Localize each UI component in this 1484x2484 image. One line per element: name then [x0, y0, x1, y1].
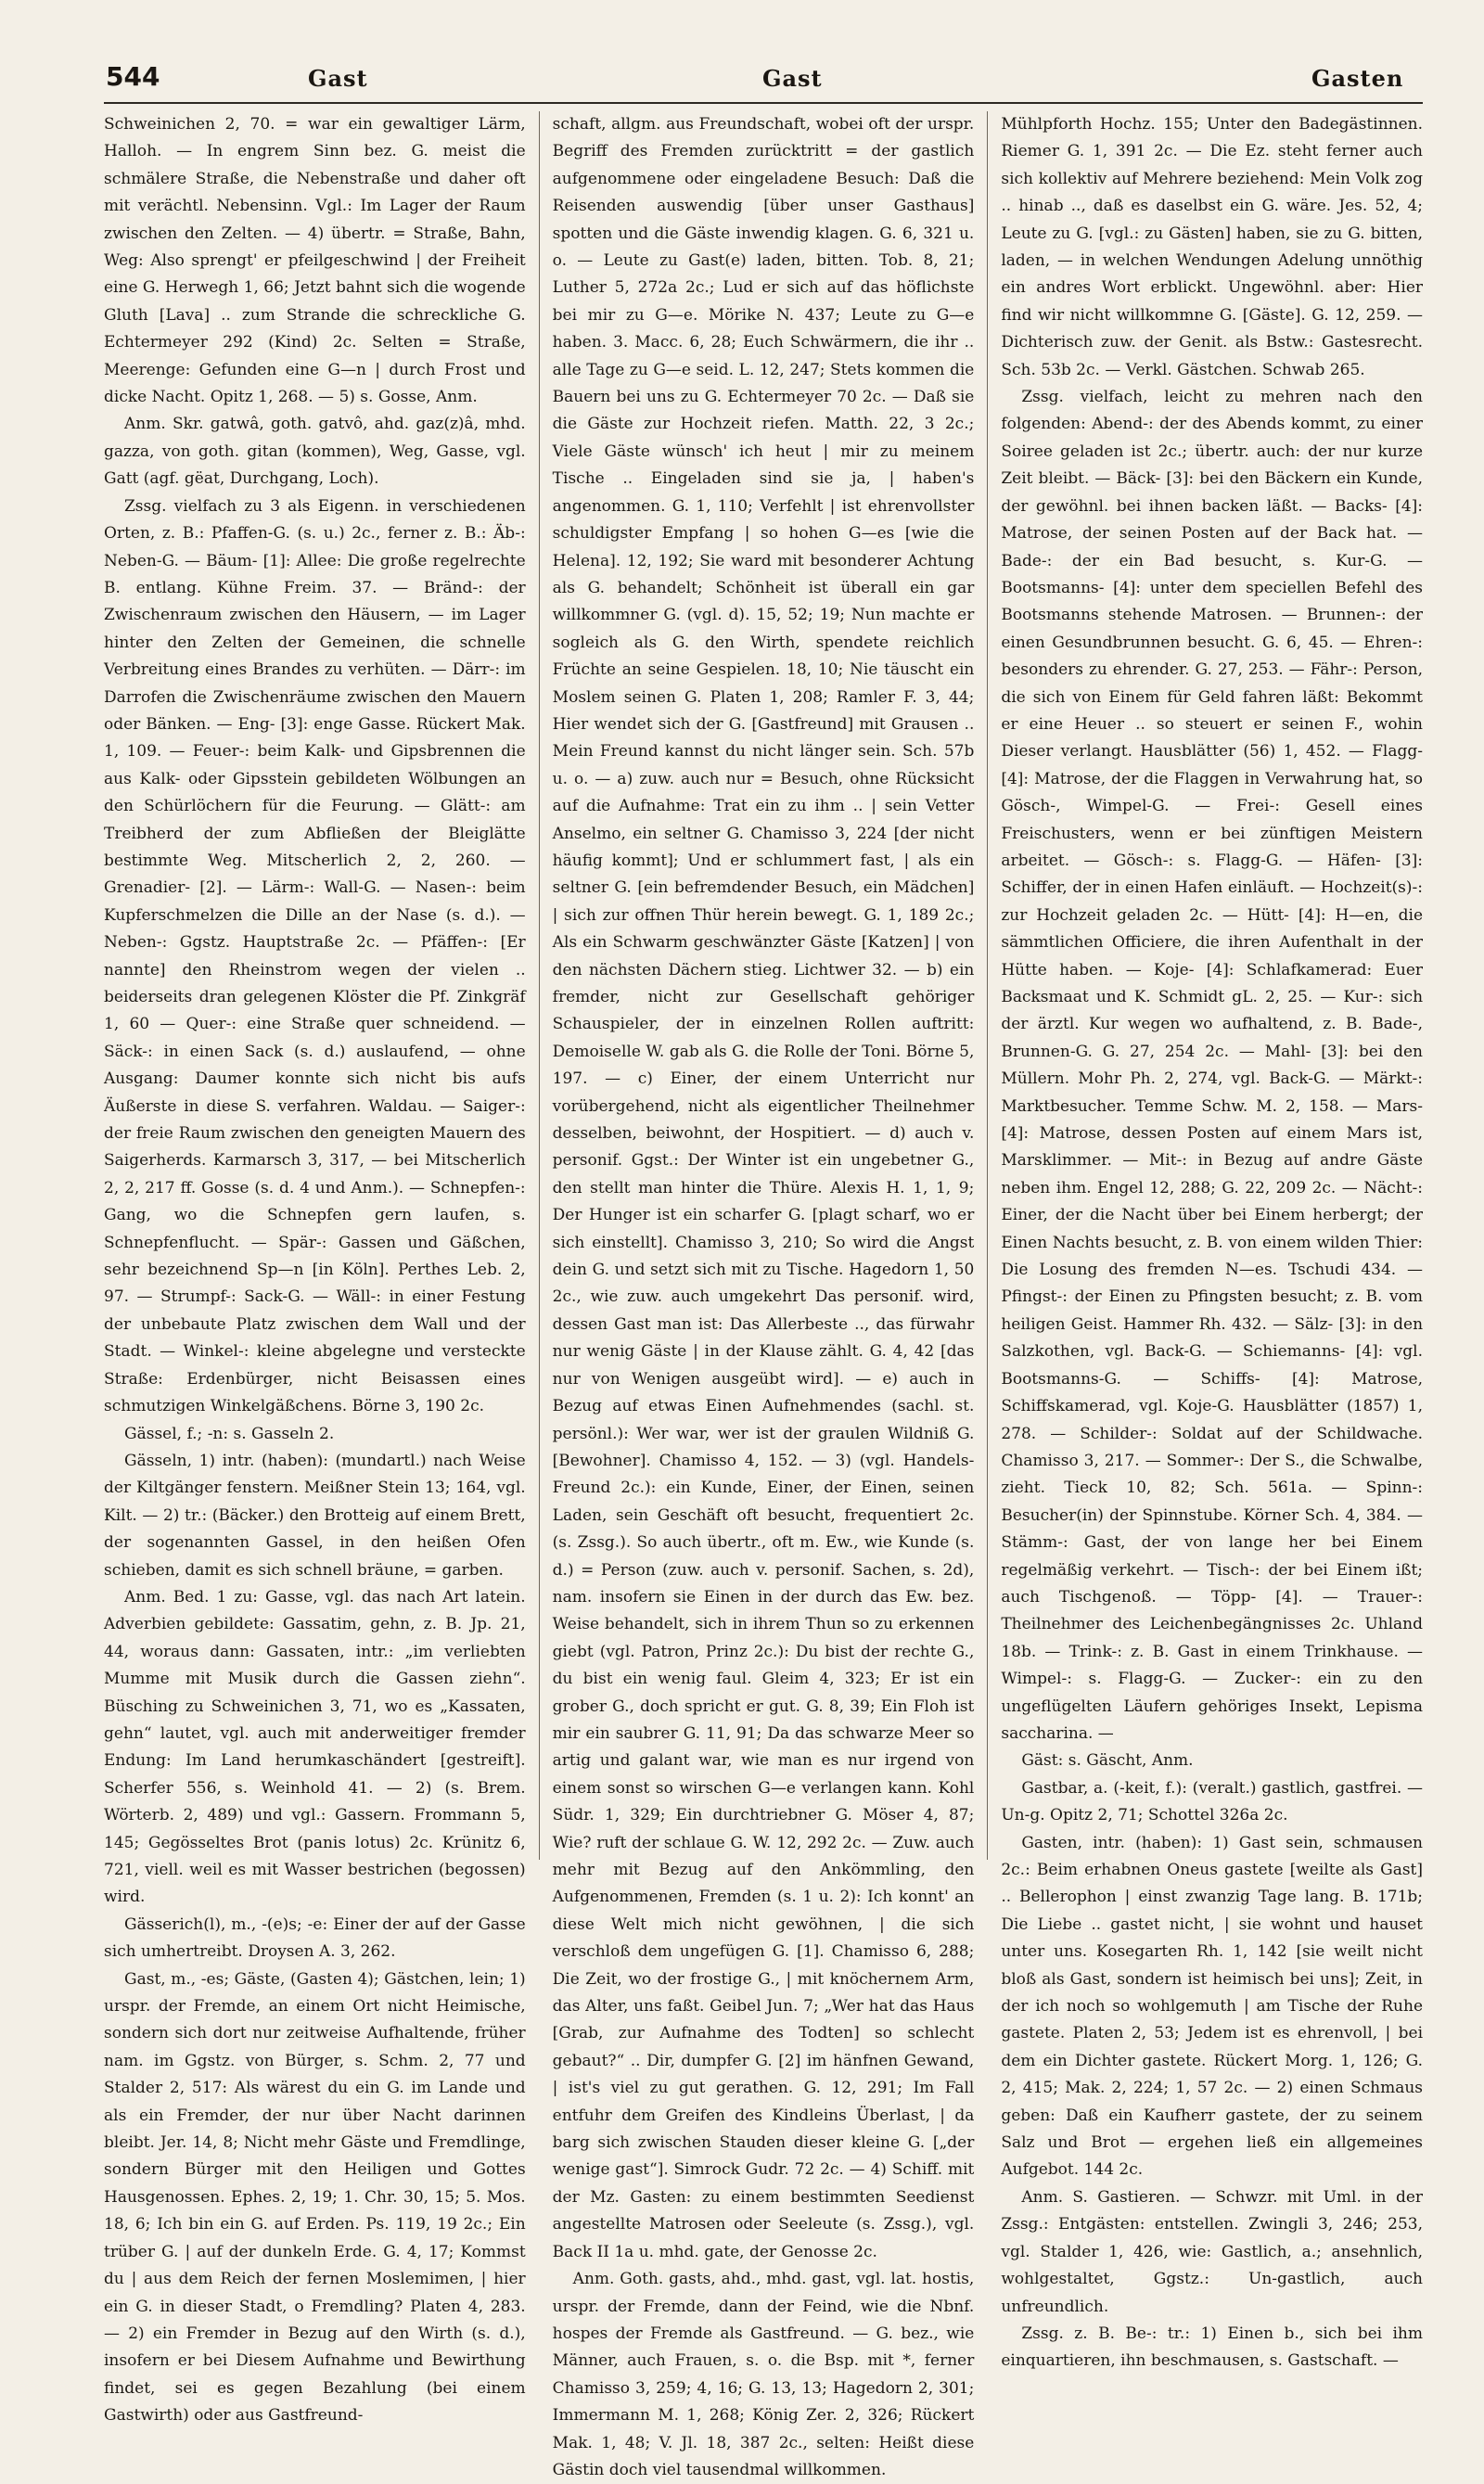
- headword-left: Gast: [308, 65, 368, 92]
- entry-paragraph: Gastbar, a. (-keit, f.): (veralt.) gastlich, gastfrei. — Un-g. Opitz 2, 71; Schottel 326a 2c.: [1001, 1778, 1424, 1825]
- entry-paragraph: Gässel, f.; -n: s. Gasseln 2.: [124, 1424, 335, 1443]
- entry-paragraph: Gäst: s. Gäscht, Anm.: [1021, 1751, 1194, 1771]
- entry-paragraph: Zssg. z. B. Be-: tr.: 1) Einen b., sich bei ihm einquartieren, ihn beschmausen, s. Gastschaft. —: [1001, 2324, 1424, 2371]
- headword-right: Gasten: [1311, 65, 1404, 92]
- entry-paragraph: Zssg. vielfach, leicht zu mehren nach den folgenden: Abend-: der des Abends kommt, zu einer Soiree geladen ist 2c.; übertr. auch: der nur kurze Zeit bleibt. — Bäck- [3]: bei den Bäckern ein Kunde, der gewöhnl. bei ihnen backen läßt. — Backs- [4]: Matrose, der seinen Posten auf der Back hat. — Bade-: der ein Bad besucht, s. Kur-G. — Bootsmanns- [4]: unter dem speciellen Befehl des Bootsmanns stehende Matrosen. — Brunnen-: der einen Gesundbrunnen besucht. G. 6, 45. — Ehren-: besonders zu ehrender. G. 27, 253. — Fähr-: Person, die sich von Einem für Geld fahren läßt: Bekommt er eine Heuer .. so steuert er seinen F., wohin Dieser verlangt. Hausblätter (56) 1, 452. — Flagg- [4]: Matrose, der die Flaggen in Verwahrung hat, so Gösch-, Wimpel-G. — Frei-: Gesell eines Freischusters, wenn er bei zünftigen Meistern arbeitet. — Gösch-: s. Flagg-G. — Häfen- [3]: Schiffer, der in einen Hafen einläuft. — Hochzeit(s)-: zur Hochzeit geladen 2c. — Hütt- [4]: H—en, die sämmtlichen Officiere, die ihren Aufenthalt in der Hütte haben. — Koje- [4]: Schlafkamerad: Euer Backsmaat und K. Schmidt gL. 2, 25. — Kur-: sich der ärztl. Kur wegen wo aufhaltend, z. B. Bade-, Brunnen-G. G. 27, 254 2c. — Mahl- [3]: bei den Müllern. Mohr Ph. 2, 274, vgl. Back-G. — Märkt-: Marktbesucher. Temme Schw. M. 2, 158. — Mars- [4]: Matrose, dessen Posten auf einem Mars ist, Marsklimmer. — Mit-: in Bezug auf andre Gäste neben ihm. Engel 12, 288; G. 22, 209 2c. — Nächt-: Einer, der die Nacht über bei Einem herbergt; der Einen Nachts besucht, z. B. von einem wilden Thier: Die Losung des fremden N—es. Tschudi 434. — Pfingst-: der Einen zu Pfingsten besucht; z. B. vom heiligen Geist. Hammer Rh. 432. — Sälz- [3]: in den Salzkothen, vgl. Back-G. — Schiemanns- [4]: vgl. Bootsmanns-G. — Schiffs- [4]: Matrose, Schiffskamerad, vgl. Koje-G. Hausblätter (1857) 1, 278. — Schilder-: Soldat auf der Schildwache. Chamisso 3, 217. — Sommer-: Der S., die Schwalbe, zieht. Tieck 10, 82; Sch. 561a. — Spinn-: Besucher(in) der Spinnstube. Körner Sch. 4, 384. — Stämm-: Gast, der von lange her bei Einem regelmäßig verkehrt. — Tisch-: der bei Einem ißt; auch Tischgenoß. — Töpp- [4]. — Trauer-: Theilnehmer des Leichenbegängnisses 2c. Uhland 18b. — Trink-: z. B. Gast in einem Trinkhause. — Wimpel-: s. Flagg-G. — Zucker-: ein zu den ungeflügelten Läufern gehöriges Insekt, Lepisma saccharina. —: [1001, 388, 1424, 1743]
- running-head: [104, 58, 1423, 104]
- page-number: 544: [106, 61, 160, 92]
- entry-paragraph: Schweinichen 2, 70. = war ein gewaltiger Lärm, Halloh. — In engrem Sinn bez. G. meist die schmälere Straße, die Nebenstraße und daher oft mit verächtl. Nebensinn. Vgl.: Im Lager der Raum zwischen den Zelten. — 4) übertr. = Straße, Bahn, Weg: Also sprengt' er pfeilgeschwind | der Freiheit eine G. Herwegh 1, 66; Jetzt bahnt sich die wogende Gluth [Lava] .. zum Strande die schreckliche G. Echtermeyer 292 (Kind) 2c. Selten = Straße, Meerenge: Gefunden eine G—n | durch Frost und dicke Nacht. Opitz 1, 268. — 5) s. Gosse, Anm.: [104, 115, 526, 407]
- entry-paragraph: Zssg. vielfach zu 3 als Eigenn. in verschiedenen Orten, z. B.: Pfaffen-G. (s. u.) 2c., ferner z. B.: Äb-: Neben-G. — Bäum- [1]: Allee: Die große regelrechte B. entlang. Kühne Freim. 37. — Bränd-: der Zwischenraum zwischen den Häusern, — im Lager hinter den Zelten der Gemeinen, die schnelle Verbreitung eines Brandes zu verhüten. — Därr-: im Darrofen die Zwischenräume zwischen den Mauern oder Bänken. — Eng- [3]: enge Gasse. Rückert Mak. 1, 109. — Feuer-: beim Kalk- und Gipsbrennen die aus Kalk- oder Gipsstein gebildeten Wölbungen an den Schürlöchern für die Feurung. — Glätt-: am Treibherd der zum Abfließen der Bleiglätte bestimmte Weg. Mitscherlich 2, 2, 260. — Grenadier- [2]. — Lärm-: Wall-G. — Nasen-: beim Kupferschmelzen die Dille an der Nase (s. d.). — Neben-: Ggstz. Hauptstraße 2c. — Pfäffen-: [Er nannte] den Rheinstrom wegen der vielen .. beiderseits dran gelegenen Klöster die Pf. Zinkgräf 1, 60 — Quer-: eine Straße quer schneidend. — Säck-: in einen Sack (s. d.) auslaufend, — ohne Ausgang: Daumer konnte sich nicht bis aufs Äußerste in diese S. verfahren. Waldau. — Saiger-: der freie Raum zwischen den geneigten Mauern des Saigerherds. Karmarsch 3, 317, — bei Mitscherlich 2, 2, 217 ff. Gosse (s. d. 4 und Anm.). — Schnepfen-: Gang, wo die Schnepfen gern laufen, s. Schnepfenflucht. — Spär-: Gassen und Gäßchen, sehr bezeichnend Sp—n [in Köln]. Perthes Leb. 2, 97. — Strumpf-: Sack-G. — Wäll-: in einer Festung der unbebaute Platz zwischen dem Wall und der Stadt. — Winkel-: kleine abgelegne und versteckte Straße: Erdenbürger, nicht Beisassen eines schmutzigen Winkelgäßchens. Börne 3, 190 2c.: [104, 496, 526, 1416]
- entry-paragraph: Gässerich(l), m., -(e)s; -e: Einer der auf der Gasse sich umhertreibt. Droysen A. 3, 262.: [104, 1914, 526, 1962]
- entry-paragraph: Gässeln, 1) intr. (haben): (mundartl.) nach Weise der Kiltgänger fenstern. Meißner Stein 13; 164, vgl. Kilt. — 2) tr.: (Bäcker.) den Brotteig auf einem Brett, der sogenannten Gassel, in den heißen Ofen schieben, damit es sich schnell bräune, = garben.: [104, 1451, 526, 1580]
- entry-paragraph: Gast, m., -es; Gäste, (Gasten 4); Gästchen, lein; 1) urspr. der Fremde, an einem Ort nicht Heimische, sondern sich dort nur zeitweise Aufhaltende, früher nam. im Ggstz. von Bürger, s. Schm. 2, 77 und Stalder 2, 517: Als wärest du ein G. im Lande und als ein Fremder, der nur über Nacht darinnen bleibt. Jer. 14, 8; Nicht mehr Gäste und Fremdlinge, sondern Bürger mit den Heiligen und Gottes Hausgenossen. Ephes. 2, 19; 1. Chr. 30, 15; 5. Mos. 18, 6; Ich bin ein G. auf Erden. Ps. 119, 19 2c.; Ein trüber G. | auf der dunkeln Erde. G. 4, 17; Kommst du | aus dem Reich der fernen Moslemimen, | hier ein G. in dieser Stadt, o Fremdling? Platen 4, 283. — 2) ein Fremder in Bezug auf den Wirth (s. d.), insofern er bei Diesem Aufnahme und Bewirthung findet, sei es gegen Bezahlung (bei einem Gastwirth) oder aus Gastfreund-: [104, 1969, 526, 2426]
- headword-center: Gast: [762, 65, 823, 92]
- entry-paragraph: Anm. S. Gastieren. — Schwzr. mit Uml. in der Zssg.: Entgästen: entstellen. Zwingli 3, 246; 253, vgl. Stalder 1, 426, wie: Gastlich, a.; ansehnlich, wohlgestaltet, Ggstz.: Un-gastlich, auch unfreundlich.: [1001, 2187, 1424, 2316]
- column-divider: [987, 111, 988, 1860]
- entry-paragraph: Mühlpforth Hochz. 155; Unter den Badegästinnen. Riemer G. 1, 391 2c. — Die Ez. steht ferner auch sich kollektiv auf Mehrere beziehend: Mein Volk zog .. hinab .., daß es daselbst ein G. wäre. Jes. 52, 4; Leute zu G. [vgl.: zu Gästen] haben, sie zu G. bitten, laden, — in welchen Wendungen Adelung unnöthig ein andres Wort erblickt. Ungewöhnl. aber: Hier find wir nicht willkommne G. [Gäste]. G. 12, 259. — Dichterisch zuw. der Genit. als Bstw.: Gastesrecht. Sch. 53b 2c. — Verkl. Gästchen. Schwab 265.: [1001, 115, 1424, 379]
- column-right: [1001, 111, 1424, 2371]
- entry-paragraph: Gasten, intr. (haben): 1) Gast sein, schmausen 2c.: Beim erhabnen Oneus gastete [weilte als Gast] .. Bellerophon | einst zwanzig Tage lang. B. 171b; Die Liebe .. gastet nicht, | sie wohnt und hauset unter uns. Kosegarten Rh. 1, 142 [sie weilt nicht bloß als Gast, sondern ist heimisch bei uns]; Zeit, in der ich noch so wohlgemuth | am Tische der Ruhe gastete. Platen 2, 53; Jedem ist es ehrenvoll, | bei dem ein Dichter gastete. Rückert Morg. 1, 126; G. 2, 415; Mak. 2, 224; 1, 57 2c. — 2) einen Schmaus geben: Daß ein Kaufherr gastete, der zu seinem Salz und Brot — ergehen ließ ein allgemeines Aufgebot. 144 2c.: [1001, 1833, 1424, 2180]
- column-divider: [539, 111, 540, 1860]
- column-left: [104, 111, 526, 2426]
- entry-paragraph: Anm. Goth. gasts, ahd., mhd. gast, vgl. lat. hostis, urspr. der Fremde, dann der Feind, wie die Nbnf. hospes der Fremde als Gastfreund. — G. bez., wie Männer, auch Frauen, s. o. die Bsp. mit *, ferner Chamisso 3, 259; 4, 16; G. 13, 13; Hagedorn 2, 301; Immermann M. 1, 268; König Zer. 2, 326; Rückert Mak. 1, 48; V. Jl. 18, 387 2c., selten: Heißt diese Gästin doch viel tausendmal willkommen.: [552, 2270, 975, 2479]
- entry-paragraph: Anm. Bed. 1 zu: Gasse, vgl. das nach Art latein. Adverbien gebildete: Gassatim, gehn, z. B. Jp. 21, 44, woraus dann: Gassaten, intr.: „im verliebten Mumme mit Musik durch die Gassen ziehn“. Büsching zu Schweinichen 3, 71, wo es „Kassaten, gehn“ lautet, vgl. auch mit anderweitiger fremder Endung: Im Land herumkaschändert [gestreift]. Scherfer 556, s. Weinhold 41. — 2) (s. Brem. Wörterb. 2, 489) und vgl.: Gassern. Frommann 5, 145; Gegösseltes Brot (panis lotus) 2c. Krünitz 6, 721, viell. weil es mit Wasser bestrichen (begossen) wird.: [104, 1587, 526, 1907]
- column-middle: [552, 111, 975, 2479]
- entry-paragraph: schaft, allgm. aus Freundschaft, wobei oft der urspr. Begriff des Fremden zurücktritt = der gastlich aufgenommene oder eingeladene Besuch: Daß die Reisenden auswendig [über unser Gasthaus] spotten und die Gäste inwendig klagen. G. 6, 321 u. o. — Leute zu Gast(e) laden, bitten. Tob. 8, 21; Luther 5, 272a 2c.; Lud er sich auf das höflichste bei mir zu G—e. Mörike N. 437; Leute zu G—e haben. 3. Macc. 6, 28; Euch Schwärmern, die ihr .. alle Tage zu G—e seid. L. 12, 247; Stets kommen die Bauern bei uns zu G. Echtermeyer 70 2c. — Daß sie die Gäste zur Hochzeit riefen. Matth. 22, 3 2c.; Viele Gäste wünsch' ich heut | mir zu meinem Tische .. Eingeladen sind sie ja, | haben's angenommen. G. 1, 110; Verfehlt | ist ehrenvollster schuldigster Empfang | so hohen G—es [wie die Helena]. 12, 192; Sie ward mit besonderer Achtung als G. behandelt; Schönheit ist überall ein gar willkommner G. (vgl. d). 15, 52; 19; Nun machte er sogleich als G. den Wirth, spendete reichlich Früchte an seine Gespielen. 18, 10; Nie täuscht ein Moslem seinen G. Platen 1, 208; Ramler F. 3, 44; Hier wendet sich der G. [Gastfreund] mit Grausen .. Mein Freund kannst du nicht länger sein. Sch. 57b u. o. — a) zuw. auch nur = Besuch, ohne Rücksicht auf die Aufnahme: Trat ein zu ihm .. | sein Vetter Anselmo, ein seltner G. Chamisso 3, 224 [der nicht häufig kommt]; Und er schlummert fast, | als ein seltner G. [ein befremdender Besuch, ein Mädchen] | sich zur offnen Thür herein bewegt. G. 1, 189 2c.; Als ein Schwarm geschwänzter Gäste [Katzen] | von den nächsten Dächern stieg. Lichtwer 32. — b) ein fremder, nicht zur Gesellschaft gehöriger Schauspieler, der in einzelnen Rollen auftritt: Demoiselle W. gab als G. die Rolle der Toni. Börne 5, 197. — c) Einer, der einem Unterricht nur vorübergehend, nicht als eigentlicher Theilnehmer desselben, beiwohnt, der Hospitiert. — d) auch v. personif. Ggst.: Der Winter ist ein ungebetner G., den stellt man hinter die Thüre. Alexis H. 1, 1, 9; Der Hunger ist ein scharfer G. [plagt scharf, wo er sich einstellt]. Chamisso 3, 210; So wird die Angst dein G. und setzt sich mit zu Tische. Hagedorn 1, 50 2c., wie zuw. auch umgekehrt Das personif. wird, dessen Gast man ist: Das Allerbeste .., das fürwahr nur wenig Gäste | in der Klause zählt. G. 4, 42 [das nur von Wenigen ausgeübt wird]. — e) auch in Bezug auf etwas Einen Aufnehmendes (sachl. st. persönl.): Wer war, wer ist der graulen Wildniß G. [Bewohner]. Chamisso 4, 152. — 3) (vgl. Handels-Freund 2c.): ein Kunde, Einer, der Einen, seinen Laden, sein Geschäft oft besucht, frequentiert 2c. (s. Zssg.). So auch übertr., oft m. Ew., wie Kunde (s. d.) = Person (zuw. auch v. personif. Sachen, s. 2d), nam. insofern sie Einen in der durch das Ew. bez. Weise behandelt, sich in ihrem Thun so zu erkennen giebt (vgl. Patron, Prinz 2c.): Du bist der rechte G., du bist ein wenig faul. Gleim 4, 323; Er ist ein grober G., doch spricht er gut. G. 8, 39; Ein Floh ist mir ein saubrer G. 11, 91; Da das schwarze Meer so artig und galant war, wie man es nur irgend von einem sonst so wirschen G—e verlangen kann. Kohl Südr. 1, 329; Ein durchtriebner G. Möser 4, 87; Wie? ruft der schlaue G. W. 12, 292 2c. — Zuw. auch mehr mit Bezug auf den Ankömmling, den Aufgenommenen, Fremden (s. 1 u. 2): Ich konnt' an diese Welt mich nicht gewöhnen, | die sich verschloß dem ungefügen G. [1]. Chamisso 6, 288; Die Zeit, wo der frostige G., | mit knöchernem Arm, das Alter, uns faßt. Geibel Jun. 7; „Wer hat das Haus [Grab, zur Aufnahme des Todten] so schlecht gebaut?“ .. Dir, dumpfer G. [2] im hänfnen Gewand, | ist's viel zu gut gerathen. G. 12, 291; Im Fall entfuhr dem Greifen des Kindleins Überlast, | da barg sich zwischen Stauden dieser kleine G. [„der wenige gast“]. Simrock Gudr. 72 2c. — 4) Schiff. mit der Mz. Gasten: zu einem bestimmten Seedienst angestellte Matrosen oder Seeleute (s. Zssg.), vgl. Back II 1a u. mhd. gate, der Genosse 2c.: [552, 115, 975, 2261]
- entry-paragraph: Anm. Skr. gatwâ, goth. gatvô, ahd. gaz(z)â, mhd. gazza, von goth. gitan (kommen), Weg, Gasse, vgl. Gatt (agf. gëat, Durchgang, Loch).: [104, 415, 526, 489]
- text-columns: [104, 111, 1424, 2479]
